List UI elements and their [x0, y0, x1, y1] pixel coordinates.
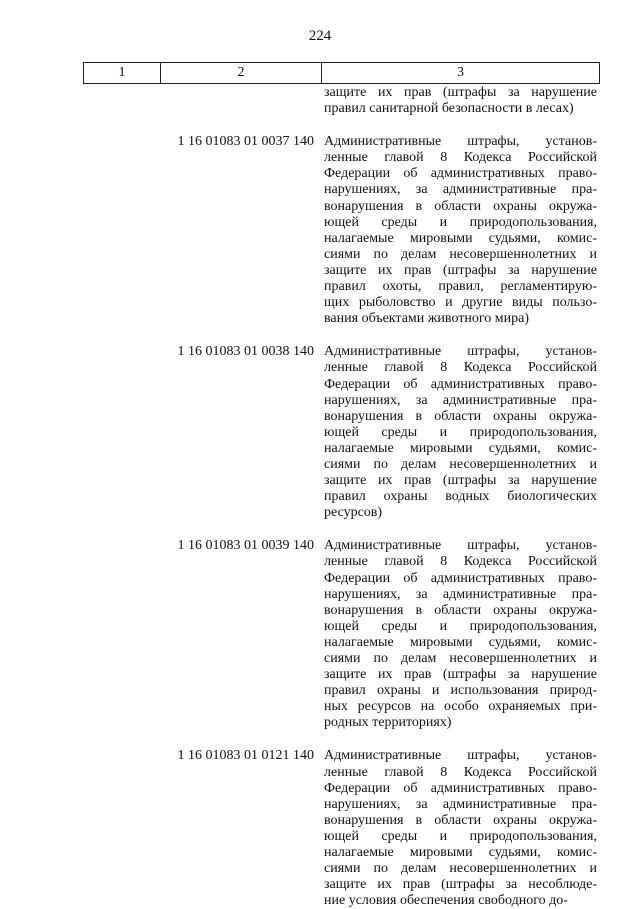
text-line: защите их прав (штрафы за несоблюде-: [324, 877, 597, 893]
page-number: 224: [308, 28, 332, 44]
text-line: сиями по делам несовершеннолетних и: [324, 651, 597, 666]
text-line: налагаемые мировыми судьями, комис-: [324, 230, 597, 246]
text-line: ющей среды и природопользования,: [324, 214, 597, 230]
text-line: сиями по делам несовершеннолетних и: [324, 861, 597, 877]
text-line: вонарушения в области охраны окружа-: [324, 812, 597, 828]
text-line: вания объектами животного мира): [324, 311, 529, 327]
header-col-3: 3: [457, 65, 464, 80]
text-line: ющей среды и природопользования,: [324, 618, 597, 634]
text-line: правил охраны водных биологических: [324, 489, 597, 505]
text-line: ленные главой 8 Кодекса Российской: [324, 764, 597, 780]
text-line: родных территориях): [324, 715, 452, 731]
header-col-1: 1: [84, 63, 161, 83]
text-line: защите их прав (штрафы за нарушение: [324, 473, 597, 489]
text-line: налагаемые мировыми судьями, комис-: [324, 634, 597, 650]
row-description: [324, 134, 597, 327]
table-row: [83, 344, 600, 521]
continuation-text: [324, 85, 597, 117]
text-line: щих рыболовство и другие виды пользо-: [324, 295, 597, 311]
text-line: ленные главой 8 Кодекса Российской: [324, 360, 597, 376]
text-line: нарушениях, за административные пра-: [324, 182, 597, 198]
budget-code: 1 16 01083 01 0037 140: [177, 134, 314, 150]
table-header: [83, 62, 600, 84]
text-line: ных ресурсов на особо охраняемых при-: [324, 699, 597, 715]
table-rows: [83, 134, 600, 909]
row-description: [324, 344, 597, 521]
text-line: сиями по делам несовершеннолетних и: [324, 246, 597, 262]
text-line: сиями по делам несовершеннолетних и: [324, 456, 597, 472]
text-line: правил охраны и использования природ-: [324, 683, 597, 699]
text-line: правил санитарной безопасности в лесах): [324, 101, 574, 117]
text-line: ленные главой 8 Кодекса Российской: [324, 150, 597, 166]
table-row: [83, 538, 600, 731]
table-body: [83, 85, 600, 909]
text-line: Административные штрафы, установ-: [324, 344, 597, 360]
text-line: вонарушения в области охраны окружа-: [324, 602, 597, 618]
row-description: [324, 748, 597, 909]
text-line: ние условия обеспечения свободного до-: [324, 893, 568, 909]
header-col-2: 2: [161, 63, 322, 83]
text-line: Федерации об административных право-: [324, 166, 597, 182]
table-row: [83, 134, 600, 327]
text-line: нарушениях, за административные пра-: [324, 586, 597, 602]
text-line: правил охоты, правил, регламентирую-: [324, 279, 597, 295]
budget-code: 1 16 01083 01 0121 140: [177, 748, 314, 764]
text-line: ющей среды и природопользования,: [324, 828, 597, 844]
text-line: ющей среды и природопользования,: [324, 424, 597, 440]
text-line: вонарушения в области охраны окружа-: [324, 198, 597, 214]
text-line: Федерации об административных право-: [324, 780, 597, 796]
text-line: защите их прав (штрафы за нарушение: [324, 85, 597, 100]
text-line: ленные главой 8 Кодекса Российской: [324, 554, 597, 570]
text-line: защите их прав (штрафы за нарушение: [324, 262, 597, 278]
budget-code: 1 16 01083 01 0038 140: [177, 344, 314, 360]
text-line: нарушениях, за административные пра-: [324, 392, 597, 408]
text-line: ресурсов): [324, 505, 383, 521]
text-line: налагаемые мировыми судьями, комис-: [324, 440, 597, 456]
row-description: [324, 538, 597, 731]
text-line: Административные штрафы, установ-: [324, 134, 597, 150]
text-line: Федерации об административных право-: [324, 570, 597, 586]
text-line: защите их прав (штрафы за нарушение: [324, 667, 597, 683]
text-line: Административные штрафы, установ-: [324, 538, 597, 554]
text-line: Федерации об административных право-: [324, 376, 597, 392]
table-row: [83, 748, 600, 909]
text-line: нарушениях, за административные пра-: [324, 796, 597, 812]
budget-code: 1 16 01083 01 0039 140: [177, 538, 314, 554]
text-line: Административные штрафы, установ-: [324, 748, 597, 764]
text-line: вонарушения в области охраны окружа-: [324, 408, 597, 424]
text-line: налагаемые мировыми судьями, комис-: [324, 845, 597, 861]
